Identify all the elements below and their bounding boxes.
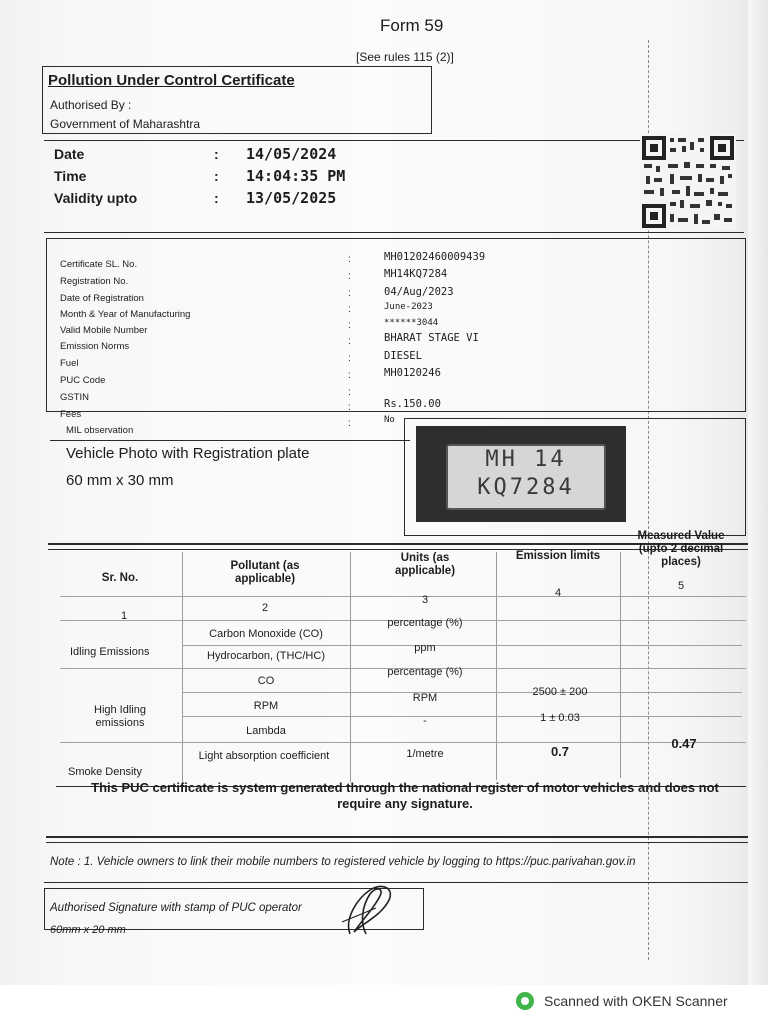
puc-code-value: MH0120246 xyxy=(384,367,441,379)
unit-cell: ppm xyxy=(414,642,436,654)
detail-colon: : xyxy=(348,336,351,347)
detail-label: PUC Code xyxy=(60,375,106,386)
detail-colon: : xyxy=(348,402,351,413)
col-number: 3 xyxy=(421,594,429,606)
detail-colon: : xyxy=(348,271,351,282)
system-generated-note: This PUC certificate is system generated through the national register of motor vehicles and does not require any signature. xyxy=(91,780,719,811)
col-header-measured-value: Measured Value (upto 2 decimal places) xyxy=(637,530,725,568)
col-header-emission-limits: Emission limits xyxy=(515,550,601,562)
detail-label: Month & Year of Manufacturing xyxy=(60,309,191,320)
signature-scribble-icon xyxy=(340,878,400,940)
idling-emissions-label: Idling Emissions xyxy=(70,646,150,658)
certificate-sl-no-value: MH01202460009439 xyxy=(384,251,486,263)
pollutant-cell: RPM xyxy=(253,700,279,712)
detail-label: Emission Norms xyxy=(60,341,130,352)
date-value: 14/05/2024 xyxy=(246,145,337,163)
col-number: 5 xyxy=(677,580,685,592)
photo-size: 60 mm x 30 mm xyxy=(66,472,174,489)
manufacture-date-value: June-2023 xyxy=(384,302,433,312)
unit-cell: percentage (%) xyxy=(387,617,463,629)
time-colon: : xyxy=(214,168,219,184)
detail-label: MIL observation xyxy=(66,425,134,436)
authorised-by-label: Authorised By : xyxy=(50,98,132,112)
pollutant-cell: Hydrocarbon, (THC/HC) xyxy=(207,650,325,662)
measured-value-cell: 0.47 xyxy=(671,736,697,751)
vehicle-plate-photo xyxy=(416,426,626,522)
unit-cell: - xyxy=(423,715,427,727)
details-top-rule xyxy=(44,232,744,233)
pollutant-cell: Carbon Monoxide (CO) xyxy=(209,628,323,640)
high-idling-label: High Idling emissions xyxy=(94,704,146,729)
certificate-title: Pollution Under Control Certificate xyxy=(48,72,295,89)
unit-cell: 1/metre xyxy=(406,748,444,760)
limit-cell: 1 ± 0.03 xyxy=(540,712,580,724)
emission-norms-value: BHARAT STAGE VI xyxy=(384,332,479,344)
registration-no-value: MH14KQ7284 xyxy=(384,268,448,280)
detail-label: GSTIN xyxy=(60,392,90,403)
validity-colon: : xyxy=(214,190,219,206)
detail-colon: : xyxy=(348,320,351,331)
mobile-link-note: Note : 1. Vehicle owners to link their mobile numbers to registered vehicle by logging to https://puc.parivahan.gov.in xyxy=(50,856,636,868)
detail-label: Certificate SL. No. xyxy=(60,259,138,270)
date-section-top-rule xyxy=(44,140,744,141)
time-value: 14:04:35 PM xyxy=(246,167,346,185)
limit-cell: 2500 ± 200 xyxy=(532,686,588,698)
footer-rule-2 xyxy=(46,842,748,843)
footer-rule xyxy=(46,836,748,838)
photo-section-top-rule xyxy=(50,440,410,441)
detail-colon: : xyxy=(348,304,351,315)
detail-label: Fees xyxy=(60,409,82,420)
table-column-divider xyxy=(496,552,497,780)
validity-value: 13/05/2025 xyxy=(246,189,337,207)
detail-label: Registration No. xyxy=(60,276,129,287)
detail-label: Fuel xyxy=(60,358,79,369)
registration-date-value: 04/Aug/2023 xyxy=(384,286,454,298)
plate-line-1: MH 14 xyxy=(485,447,567,472)
time-label: Time xyxy=(54,168,87,184)
scanner-text: Scanned with OKEN Scanner xyxy=(544,993,728,1009)
col-header-units: Units (as applicable) xyxy=(394,552,456,577)
form-title: Form 59 xyxy=(380,16,444,35)
detail-colon: : xyxy=(348,254,351,265)
col-header-sr-no: Sr. No. xyxy=(101,572,139,584)
signature-size: 60mm x 20 mm xyxy=(50,924,126,936)
unit-cell: percentage (%) xyxy=(387,666,463,678)
photo-caption: Vehicle Photo with Registration plate xyxy=(66,445,310,462)
fuel-value: DIESEL xyxy=(384,350,422,362)
qr-code-icon xyxy=(640,134,736,230)
validity-label: Validity upto xyxy=(54,190,138,206)
registration-plate xyxy=(446,444,606,510)
scanner-watermark xyxy=(516,990,728,1012)
detail-colon: : xyxy=(348,418,351,429)
date-label: Date xyxy=(54,146,85,162)
date-colon: : xyxy=(214,146,219,162)
oken-scanner-icon xyxy=(516,992,534,1010)
mil-observation-value: No xyxy=(384,415,395,425)
col-number: 4 xyxy=(554,587,562,599)
detail-label: Date of Registration xyxy=(60,293,144,304)
limit-cell: 0.7 xyxy=(550,744,570,759)
mobile-number-value: ******3044 xyxy=(384,318,439,328)
detail-colon: : xyxy=(348,353,351,364)
fees-value: Rs.150.00 xyxy=(384,398,441,410)
plate-line-2: KQ7284 xyxy=(477,475,575,500)
detail-label: Valid Mobile Number xyxy=(60,325,148,336)
detail-colon: : xyxy=(348,387,351,398)
pollutant-cell: Lambda xyxy=(246,725,286,737)
unit-cell: RPM xyxy=(412,692,438,704)
detail-colon: : xyxy=(348,370,351,381)
col-number: 1 xyxy=(120,610,128,622)
authorised-by-value: Government of Maharashtra xyxy=(50,117,201,131)
signature-label: Authorised Signature with stamp of PUC operator xyxy=(50,902,302,914)
detail-colon: : xyxy=(348,288,351,299)
col-number: 2 xyxy=(261,602,269,614)
table-column-divider xyxy=(350,552,351,782)
col-header-pollutant: Pollutant (as applicable) xyxy=(230,560,300,585)
rule-reference: [See rules 115 (2)] xyxy=(356,50,454,64)
smoke-density-label: Smoke Density xyxy=(68,766,142,778)
pollutant-cell: CO xyxy=(257,675,275,687)
pollutant-cell: Light absorption coefficient xyxy=(198,750,330,762)
